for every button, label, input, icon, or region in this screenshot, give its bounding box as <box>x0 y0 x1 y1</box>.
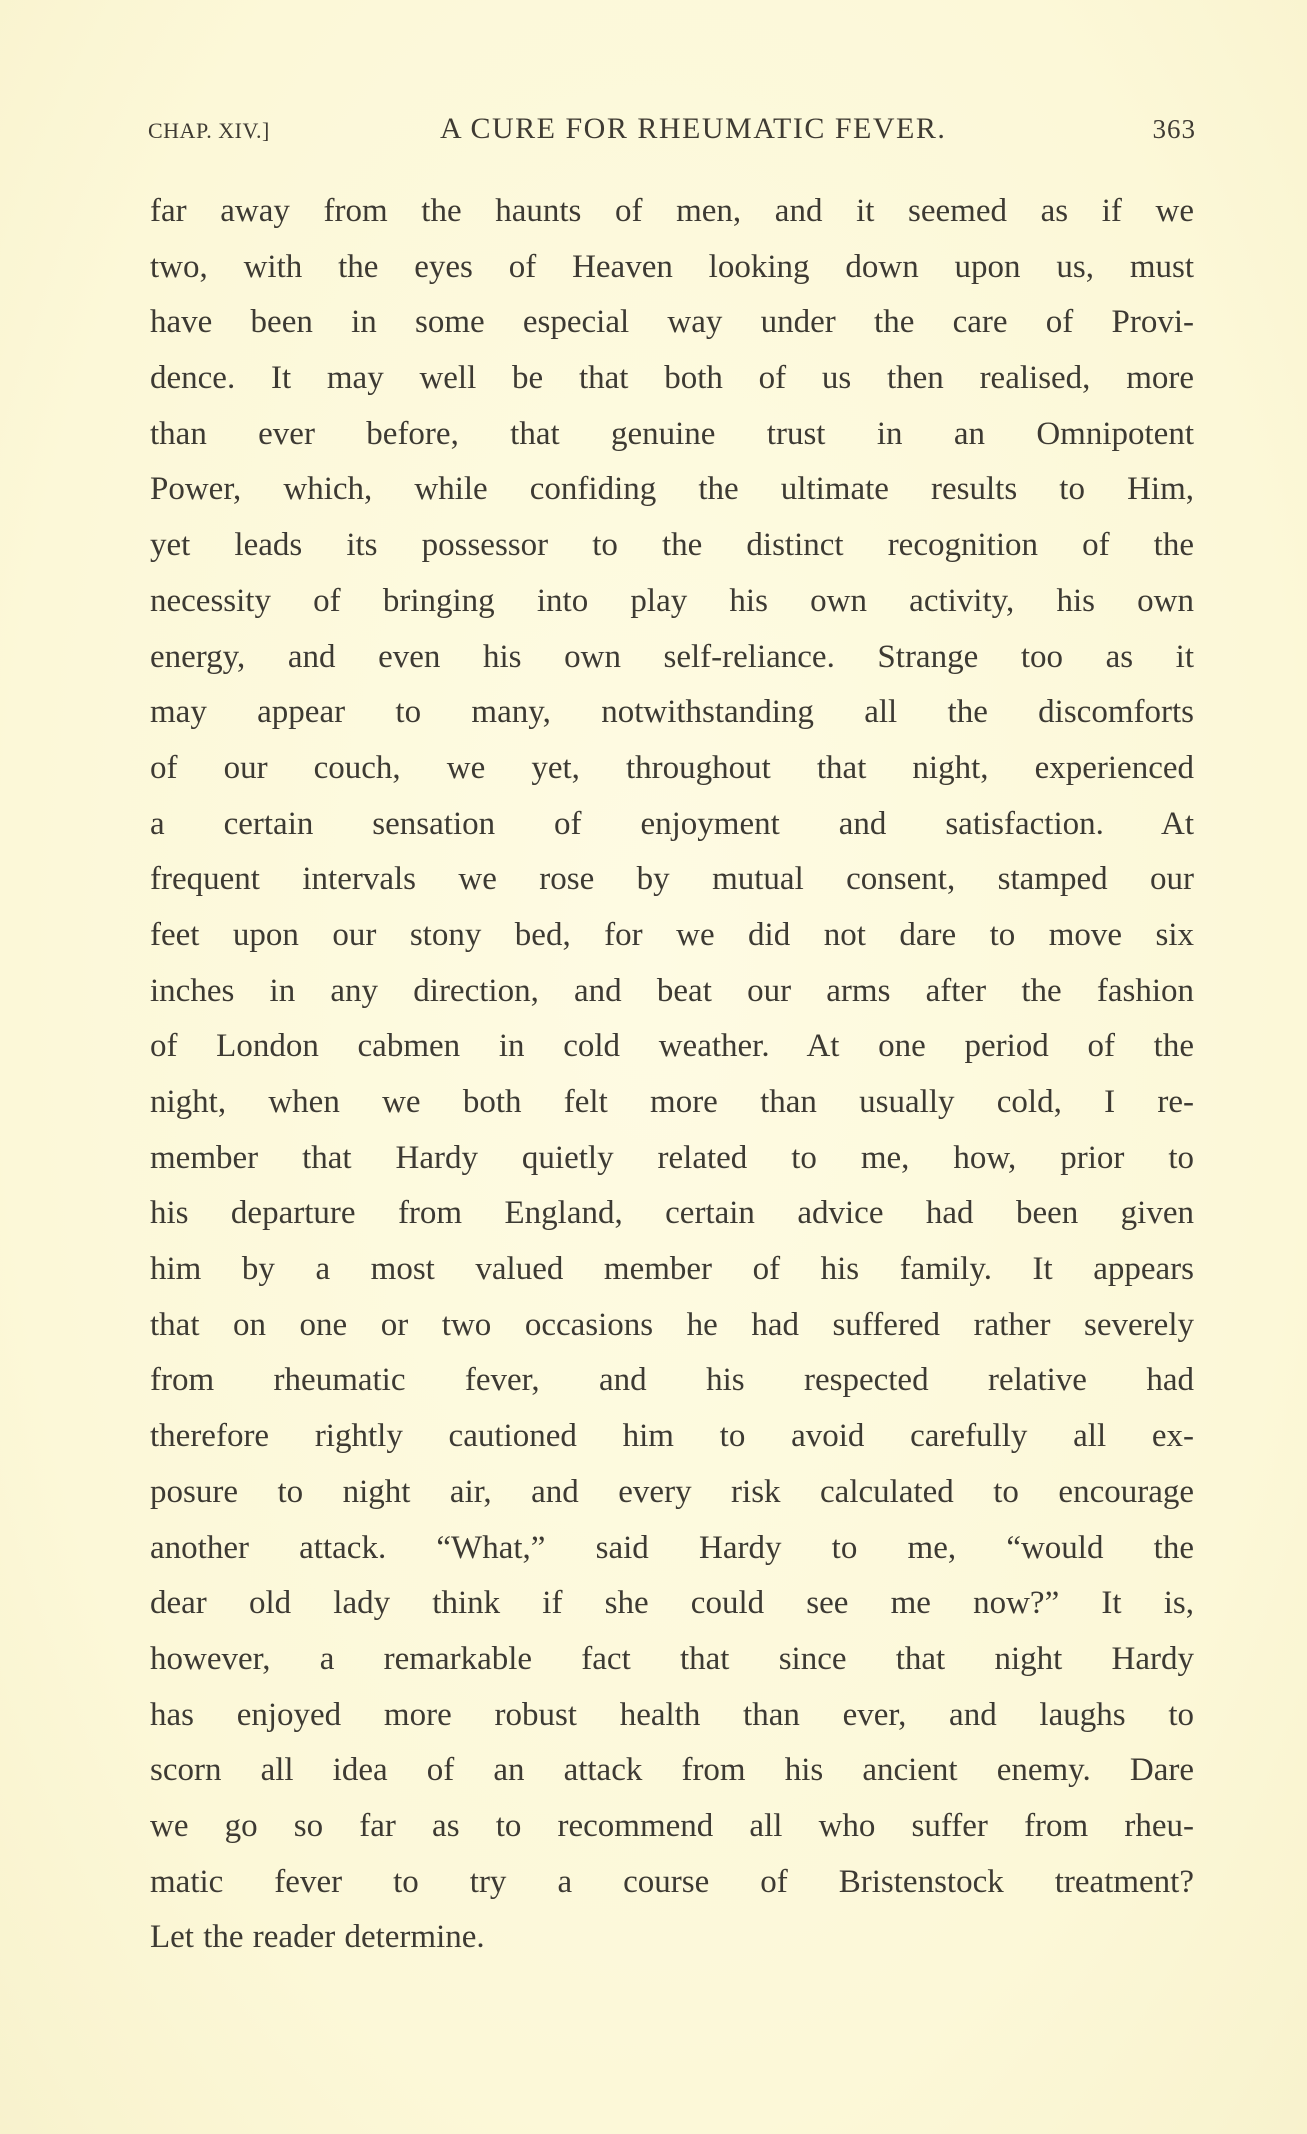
text-line: member that Hardy quietly related to me, how, prior to <box>150 1139 1194 1176</box>
text-line: Power, which, while confiding the ultimate results to Him, <box>150 471 1194 508</box>
text-line: may appear to many, notwithstanding all the discomforts <box>150 694 1194 731</box>
text-line: dence. It may well be that both of us then realised, more <box>150 360 1194 397</box>
text-line: night, when we both felt more than usually cold, I re- <box>150 1084 1194 1120</box>
text-line: two, with the eyes of Heaven looking down upon us, must <box>150 248 1194 285</box>
text-line: posure to night air, and every risk calculated to encourage <box>150 1473 1194 1510</box>
text-line: his departure from England, certain advice had been given <box>150 1195 1194 1232</box>
body-text <box>150 184 1194 1966</box>
text-line: feet upon our stony bed, for we did not dare to move six <box>150 916 1194 953</box>
text-line: frequent intervals we rose by mutual consent, stamped our <box>150 861 1194 898</box>
text-line: of our couch, we yet, throughout that night, experienced <box>150 749 1194 786</box>
text-line: have been in some especial way under the care of Provi- <box>150 304 1194 341</box>
text-line: another attack. “What,” said Hardy to me, “would the <box>150 1529 1194 1566</box>
text-line: matic fever to try a course of Bristenstock treatment? <box>150 1863 1194 1900</box>
page-number: 363 <box>1152 114 1196 144</box>
text-line: that on one or two occasions he had suffered rather severely <box>150 1306 1194 1343</box>
chapter-label: CHAP. XIV.] <box>148 118 270 143</box>
text-line: of London cabmen in cold weather. At one period of the <box>150 1028 1194 1065</box>
text-line: necessity of bringing into play his own activity, his own <box>150 582 1194 619</box>
text-line: a certain sensation of enjoyment and satisfaction. At <box>150 805 1194 842</box>
running-head <box>148 112 1196 152</box>
text-line: far away from the haunts of men, and it seemed as if we <box>150 193 1194 229</box>
text-line: him by a most valued member of his family. It appears <box>150 1251 1194 1288</box>
text-line: however, a remarkable fact that since that night Hardy <box>150 1640 1194 1677</box>
text-line-final: Let the reader determine. <box>150 1919 485 1956</box>
text-line: we go so far as to recommend all who suffer from rheu- <box>150 1807 1194 1844</box>
text-line: from rheumatic fever, and his respected relative had <box>150 1362 1194 1399</box>
text-line: than ever before, that genuine trust in an Omnipotent <box>150 415 1194 452</box>
text-line: energy, and even his own self-reliance. Strange too as it <box>150 638 1194 675</box>
text-line: yet leads its possessor to the distinct recognition of the <box>150 527 1194 564</box>
chapter-title: A CURE FOR RHEUMATIC FEVER. <box>439 112 947 145</box>
text-line: inches in any direction, and beat our arms after the fashion <box>150 972 1194 1009</box>
text-line: has enjoyed more robust health than ever, and laughs to <box>150 1696 1194 1733</box>
text-line: dear old lady think if she could see me now?” It is, <box>150 1585 1194 1622</box>
text-line: therefore rightly cautioned him to avoid carefully all ex- <box>150 1418 1194 1455</box>
text-line: scorn all idea of an attack from his ancient enemy. Dare <box>150 1752 1194 1789</box>
